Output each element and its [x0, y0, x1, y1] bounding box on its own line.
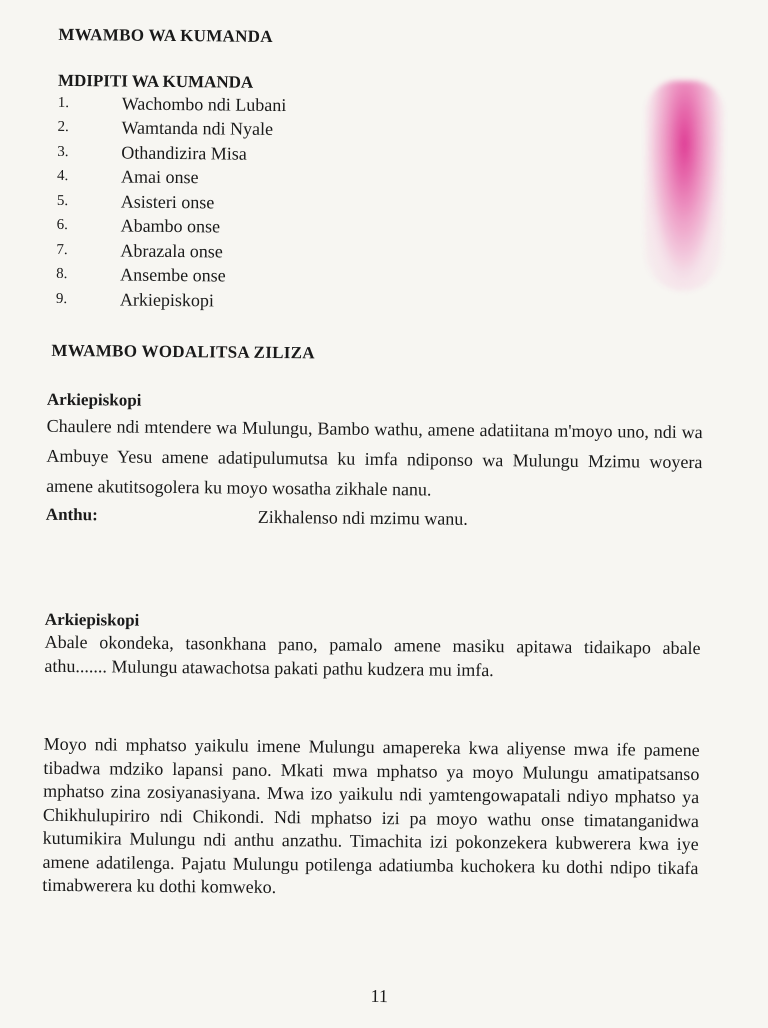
list-text: Abrazala onse — [120, 240, 223, 262]
page-heading: MWAMBO WA KUMANDA — [58, 24, 273, 46]
list-item — [57, 140, 387, 168]
list-text: Arkiepiskopi — [119, 289, 215, 311]
ink-smudge — [644, 81, 724, 292]
speaker-label: Arkiepiskopi — [44, 609, 140, 630]
greeting-block — [46, 389, 703, 535]
address-paragraph: Abale okondeka, tasonkhana pano, pamalo amene masiku apitawa tidaikapo abale athu....... Mulungu atawachotsa pakati pathu kudzera mu imfa. — [44, 631, 701, 680]
list-number: 5. — [56, 192, 69, 209]
list-text: Wachombo ndi Lubani — [121, 93, 287, 115]
list-number: 7. — [56, 241, 68, 258]
list-text: Abambo onse — [120, 215, 221, 237]
list-number: 2. — [57, 119, 69, 136]
list-number: 4. — [57, 168, 69, 185]
response-line — [46, 501, 702, 535]
list-item — [58, 91, 388, 119]
response-text: Zikhalenso ndi mzimu wanu. — [257, 506, 468, 529]
speaker-label: Arkiepiskopi — [46, 389, 142, 410]
list-title: MDIPITI WA KUMANDA — [57, 70, 254, 92]
list-item — [57, 213, 387, 241]
list-number: 3. — [57, 143, 69, 160]
response-speaker: Anthu: — [45, 504, 98, 525]
list-number: 9. — [55, 290, 68, 307]
list-text: Amai onse — [120, 166, 199, 188]
list-text: Wamtanda ndi Nyale — [121, 117, 274, 140]
list-text: Ansembe onse — [120, 264, 226, 286]
list-item — [57, 189, 387, 217]
list-item — [57, 164, 387, 192]
procession-list — [56, 71, 388, 315]
section-heading: MWAMBO WODALITSA ZILIZA — [51, 340, 316, 363]
reflection-paragraph: Moyo ndi mphatso yaikulu imene Mulungu amapereka kwa aliyense mwa ife pamene tibadwa mdziko lapansi pano. Mkati mwa mphatso ya moyo Mulungu amatipatsanso mphatso zina zosiyanasiyana. Mwa izo yaikulu ndi yamtengowapatali ndiyo mphatso ya Chikhulupiriro ndi Chikondi. Ndi mphatso izi pa moyo wathu onse timatanganidwa kutumikira Mulungu ndi anthu anzathu. Timachita izi pokonzekera kubwerera kwa iye amene adatilenga. Pajatu Mulungu potilenga adatiumba kuchokera ku dothi ndipo tikafa timabwerera ku dothi komweko. — [42, 733, 700, 898]
list-number: 1. — [57, 94, 70, 111]
greeting-paragraph: Chaulere ndi mtendere wa Mulungu, Bambo wathu, amene adatiitana m'moyo uno, ndi wa Ambuye Yesu amene adatipulumutsa ku imfa ndiponso wa Mulungu Mzimu woyera amene akutitsogolera ku moyo wosatha zikhale nanu. — [46, 415, 703, 500]
list-item — [56, 238, 386, 266]
list-text: Othandizira Misa — [121, 142, 247, 164]
address-block — [44, 609, 701, 684]
page-number: 11 — [370, 985, 389, 1007]
list-number: 6. — [56, 217, 68, 234]
list-item — [56, 262, 386, 290]
list-item — [57, 115, 387, 143]
list-item — [56, 287, 386, 315]
list-number: 8. — [56, 266, 68, 283]
reflection-block — [42, 733, 700, 904]
list-text: Asisteri onse — [120, 191, 215, 213]
